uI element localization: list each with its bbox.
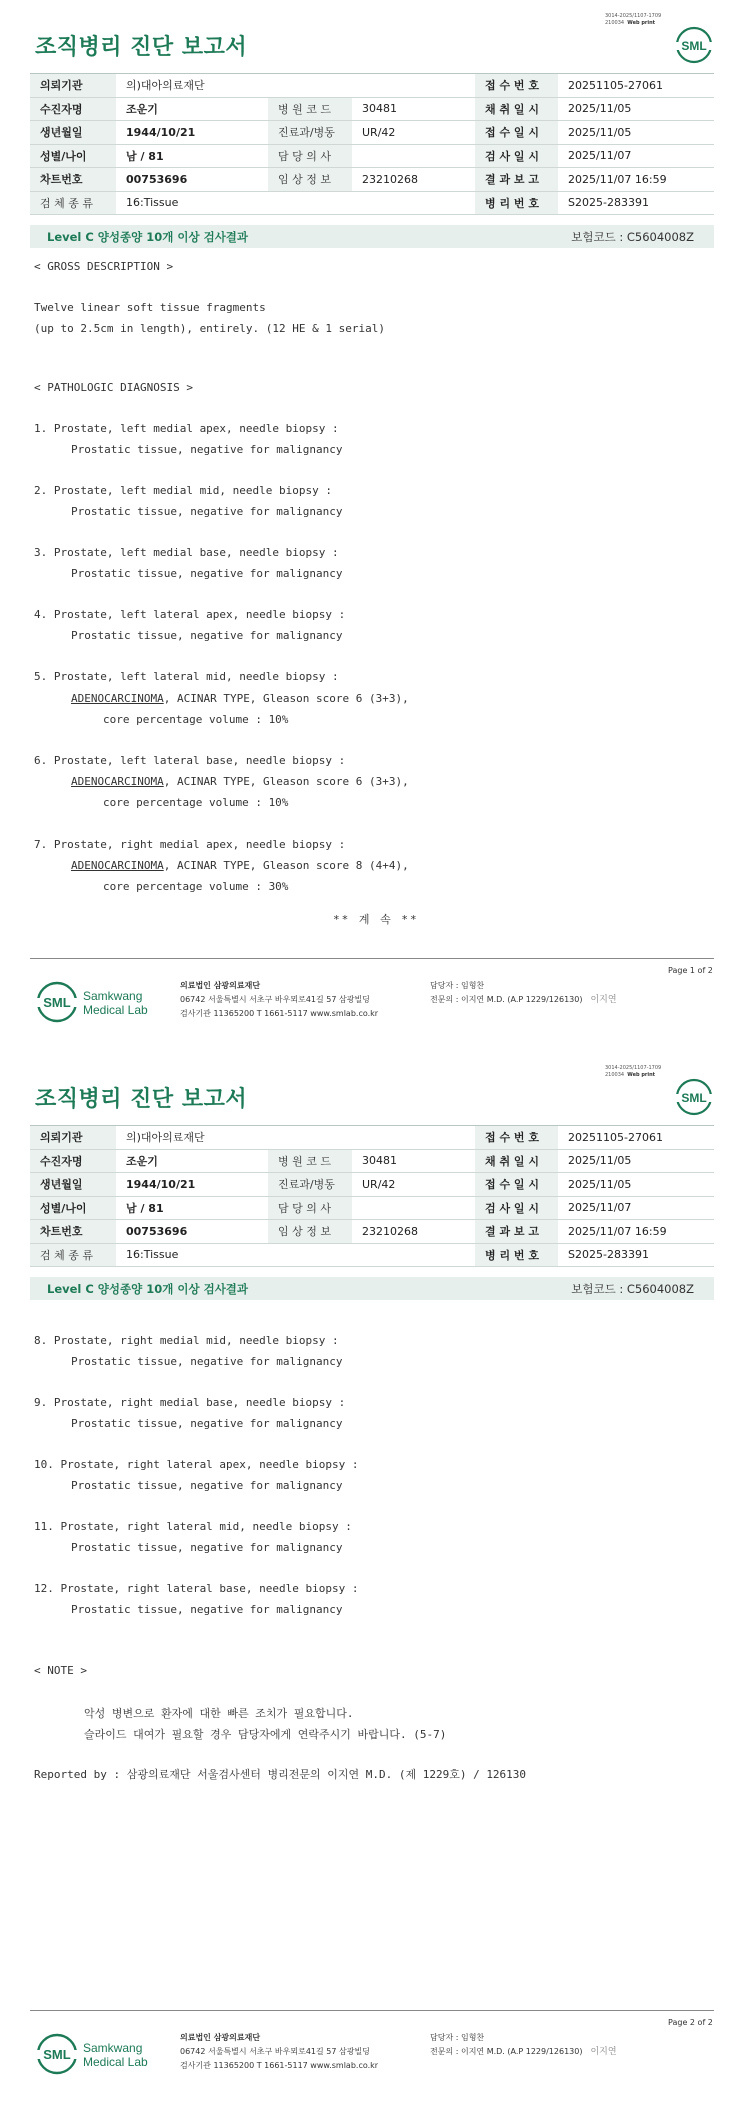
diagnosis-item-result: Prostatic tissue, negative for malignancy [71, 1355, 343, 1368]
diagnosis-item-result: Prostatic tissue, negative for malignancy [71, 629, 343, 642]
footer-staff-info [430, 979, 617, 1007]
dept-value: UR/42 [352, 121, 475, 145]
footer-staff: 담당자 : 임형찬 [430, 981, 485, 990]
footer-divider [30, 2010, 714, 2011]
institution-value: 의)대아의료재단 [116, 74, 475, 98]
doctor-label: 담 당 의 사 [268, 1196, 352, 1220]
diagnosis-item-head: 1. Prostate, left medial apex, needle biopsy : [34, 422, 339, 435]
core-volume: core percentage volume : 30% [103, 880, 289, 893]
report-title: 조직병리 진단 보고서 [35, 35, 248, 60]
print-meta-line1: 3014-2025/1107-1709 [605, 1065, 662, 1071]
pathology-no-label: 병 리 번 호 [475, 191, 558, 215]
sex-age-label: 성별/나이 [30, 1196, 116, 1220]
footer-staff: 담당자 : 임형찬 [430, 2033, 485, 2042]
birth-value: 1944/10/21 [116, 121, 268, 145]
report-date-label: 결 과 보 고 [475, 1220, 558, 1244]
hospital-code-value: 30481 [352, 1149, 475, 1173]
footer-contact: 검사기관 11365200 T 1661-5117 www.smlab.co.kr [180, 2061, 379, 2070]
diagnosis-item-dx [71, 692, 409, 705]
sml-logo-text: SML [681, 39, 707, 53]
patient-value: 조운기 [116, 97, 268, 121]
report-title: 조직병리 진단 보고서 [35, 1087, 248, 1112]
exam-date-value: 2025/11/07 [558, 144, 714, 168]
chart-label: 차트번호 [30, 168, 116, 192]
patient-value: 조운기 [116, 1149, 268, 1173]
footer-specialist: 전문의 : 이지연 M.D. (A.P 1229/126130) [430, 2047, 583, 2056]
report-page-2 [0, 1052, 744, 2104]
accession-label: 접 수 번 호 [475, 1126, 558, 1150]
report-date-value: 2025/11/07 16:59 [558, 1220, 714, 1244]
specimen-label: 검 체 종 류 [30, 191, 116, 215]
exam-date-value: 2025/11/07 [558, 1196, 714, 1220]
exam-date-label: 검 사 일 시 [475, 144, 558, 168]
adenocarcinoma-term: ADENOCARCINOMA [71, 775, 164, 788]
core-volume: core percentage volume : 10% [103, 796, 289, 809]
doctor-value [352, 144, 475, 168]
chart-value: 00753696 [116, 168, 268, 192]
lab-name-line1: Samkwang [83, 2041, 143, 2055]
insurance-code: 보험코드 : C5604008Z [571, 230, 694, 244]
page-number: Page 1 of 2 [668, 966, 713, 975]
print-meta-line2: 210034 [605, 1072, 625, 1078]
gross-line2: (up to 2.5cm in length), entirely. (12 HE & 1 serial) [34, 322, 385, 335]
specimen-value: 16:Tissue [116, 1243, 475, 1267]
diagnosis-item-head: 7. Prostate, right medial apex, needle biopsy : [34, 838, 346, 851]
patient-label: 수진자명 [30, 97, 116, 121]
web-print-label: Web print [627, 1072, 656, 1078]
diagnosis-item-head: 5. Prostate, left lateral mid, needle biopsy : [34, 670, 339, 683]
hospital-code-label: 병 원 코 드 [268, 97, 352, 121]
clinical-label: 임 상 정 보 [268, 168, 352, 192]
insurance-code: 보험코드 : C5604008Z [571, 1282, 694, 1296]
page-number: Page 2 of 2 [668, 2018, 713, 2027]
birth-value: 1944/10/21 [116, 1173, 268, 1197]
note-line2: 슬라이드 대여가 필요할 경우 담당자에게 연락주시기 바랍니다. (5-7) [84, 1728, 447, 1741]
collection-date-value: 2025/11/05 [558, 1149, 714, 1173]
doctor-label: 담 당 의 사 [268, 144, 352, 168]
patient-label: 수진자명 [30, 1149, 116, 1173]
note-heading: < NOTE > [34, 1664, 87, 1677]
pathology-no-value: S2025-283391 [558, 1243, 714, 1267]
level-bar [30, 225, 714, 248]
report-date-label: 결 과 보 고 [475, 168, 558, 192]
collection-date-label: 채 취 일 시 [475, 97, 558, 121]
dx-detail: , ACINAR TYPE, Gleason score 8 (4+4), [163, 859, 409, 872]
footer-org-info [180, 2031, 378, 2073]
institution-label: 의뢰기관 [30, 74, 116, 98]
accession-label: 접 수 번 호 [475, 74, 558, 98]
print-meta [605, 1065, 661, 1079]
diagnosis-item-head: 3. Prostate, left medial base, needle biopsy : [34, 546, 339, 559]
continued-marker: ** 계 속 ** [333, 913, 419, 926]
clinical-value: 23210268 [352, 168, 475, 192]
footer-org-info [180, 979, 378, 1021]
diagnosis-item-head: 12. Prostate, right lateral base, needle biopsy : [34, 1582, 359, 1595]
received-date-value: 2025/11/05 [558, 1173, 714, 1197]
sml-logo-text: SML [43, 995, 71, 1010]
dx-detail: , ACINAR TYPE, Gleason score 6 (3+3), [163, 692, 409, 705]
diagnosis-item-result: Prostatic tissue, negative for malignancy [71, 505, 343, 518]
gross-line1: Twelve linear soft tissue fragments [34, 301, 266, 314]
sml-logo-text: SML [43, 2047, 71, 2062]
hospital-code-value: 30481 [352, 97, 475, 121]
diagnosis-item-head: 4. Prostate, left lateral apex, needle biopsy : [34, 608, 346, 621]
diagnosis-item-head: 11. Prostate, right lateral mid, needle biopsy : [34, 1520, 352, 1533]
dept-label: 진료과/병동 [268, 1173, 352, 1197]
footer-org: 의료법인 삼광의료재단 [180, 981, 261, 990]
diagnosis-item-head: 6. Prostate, left lateral base, needle biopsy : [34, 754, 346, 767]
adenocarcinoma-term: ADENOCARCINOMA [71, 859, 164, 872]
print-meta [605, 13, 661, 27]
diagnosis-item-head: 2. Prostate, left medial mid, needle biopsy : [34, 484, 333, 497]
institution-value: 의)대아의료재단 [116, 1126, 475, 1150]
sex-age-value: 남 / 81 [116, 144, 268, 168]
sml-logo-icon [674, 25, 714, 65]
chart-value: 00753696 [116, 1220, 268, 1244]
specimen-label: 검 체 종 류 [30, 1243, 116, 1267]
footer-address: 06742 서울특별시 서초구 바우뫼로41길 57 삼광빌딩 [180, 2047, 370, 2056]
diagnosis-item-result: Prostatic tissue, negative for malignancy [71, 443, 343, 456]
footer-address: 06742 서울특별시 서초구 바우뫼로41길 57 삼광빌딩 [180, 995, 370, 1004]
level-title: Level C 양성종양 10개 이상 검사결과 [47, 1282, 249, 1296]
birth-label: 생년월일 [30, 121, 116, 145]
lab-name-line2: Medical Lab [83, 1003, 148, 1017]
footer-specialist: 전문의 : 이지연 M.D. (A.P 1229/126130) [430, 995, 583, 1004]
sml-logo-text: SML [681, 1091, 707, 1105]
received-date-label: 접 수 일 시 [475, 1173, 558, 1197]
diagnosis-item-head: 8. Prostate, right medial mid, needle biopsy : [34, 1334, 339, 1347]
received-date-label: 접 수 일 시 [475, 121, 558, 145]
print-meta-line1: 3014-2025/1107-1709 [605, 13, 662, 19]
sex-age-value: 남 / 81 [116, 1196, 268, 1220]
footer-divider [30, 958, 714, 959]
birth-label: 생년월일 [30, 1173, 116, 1197]
lab-name-line1: Samkwang [83, 989, 143, 1003]
report-date-value: 2025/11/07 16:59 [558, 168, 714, 192]
sml-logo-icon [674, 1077, 714, 1117]
diagnosis-item-result: Prostatic tissue, negative for malignancy [71, 1417, 343, 1430]
note-line1: 악성 병변으로 환자에 대한 빠른 조치가 필요합니다. [84, 1707, 354, 1720]
diagnosis-item-result: Prostatic tissue, negative for malignancy [71, 1479, 343, 1492]
sex-age-label: 성별/나이 [30, 144, 116, 168]
accession-value: 20251105-27061 [558, 1126, 714, 1150]
hospital-code-label: 병 원 코 드 [268, 1149, 352, 1173]
dx-detail: , ACINAR TYPE, Gleason score 6 (3+3), [163, 775, 409, 788]
collection-date-value: 2025/11/05 [558, 97, 714, 121]
print-meta-line2: 210034 [605, 20, 625, 26]
specimen-value: 16:Tissue [116, 191, 475, 215]
collection-date-label: 채 취 일 시 [475, 1149, 558, 1173]
clinical-value: 23210268 [352, 1220, 475, 1244]
pathology-no-label: 병 리 번 호 [475, 1243, 558, 1267]
core-volume: core percentage volume : 10% [103, 713, 289, 726]
lab-name-line2: Medical Lab [83, 2055, 148, 2069]
pathology-no-value: S2025-283391 [558, 191, 714, 215]
footer-staff-info [430, 2031, 617, 2059]
exam-date-label: 검 사 일 시 [475, 1196, 558, 1220]
diagnosis-item-result: Prostatic tissue, negative for malignancy [71, 1541, 343, 1554]
institution-label: 의뢰기관 [30, 1126, 116, 1150]
diagnosis-item-dx [71, 859, 409, 872]
footer-org: 의료법인 삼광의료재단 [180, 2033, 261, 2042]
diagnosis-item-head: 9. Prostate, right medial base, needle biopsy : [34, 1396, 346, 1409]
dept-value: UR/42 [352, 1173, 475, 1197]
diagnosis-item-head: 10. Prostate, right lateral apex, needle biopsy : [34, 1458, 359, 1471]
patient-info-table [30, 1125, 714, 1267]
diagnosis-item-dx [71, 775, 409, 788]
adenocarcinoma-term: ADENOCARCINOMA [71, 692, 164, 705]
dept-label: 진료과/병동 [268, 121, 352, 145]
diagnosis-heading: < PATHOLOGIC DIAGNOSIS > [34, 381, 193, 394]
diagnosis-item-result: Prostatic tissue, negative for malignancy [71, 1603, 343, 1616]
clinical-label: 임 상 정 보 [268, 1220, 352, 1244]
samkwang-logo-icon [36, 2032, 160, 2076]
level-bar [30, 1277, 714, 1300]
web-print-label: Web print [627, 20, 656, 26]
signature: 이지연 [590, 2047, 617, 2057]
samkwang-logo-icon [36, 980, 160, 1024]
reported-by: Reported by : 삼광의료재단 서울검사센터 병리전문의 이지연 M.D. (제 1229호) / 126130 [34, 1768, 527, 1781]
footer-contact: 검사기관 11365200 T 1661-5117 www.smlab.co.kr [180, 1009, 379, 1018]
level-title: Level C 양성종양 10개 이상 검사결과 [47, 230, 249, 244]
signature: 이지연 [590, 995, 617, 1005]
diagnosis-item-result: Prostatic tissue, negative for malignancy [71, 567, 343, 580]
doctor-value [352, 1196, 475, 1220]
patient-info-table [30, 73, 714, 215]
accession-value: 20251105-27061 [558, 74, 714, 98]
received-date-value: 2025/11/05 [558, 121, 714, 145]
gross-heading: < GROSS DESCRIPTION > [34, 260, 174, 273]
chart-label: 차트번호 [30, 1220, 116, 1244]
